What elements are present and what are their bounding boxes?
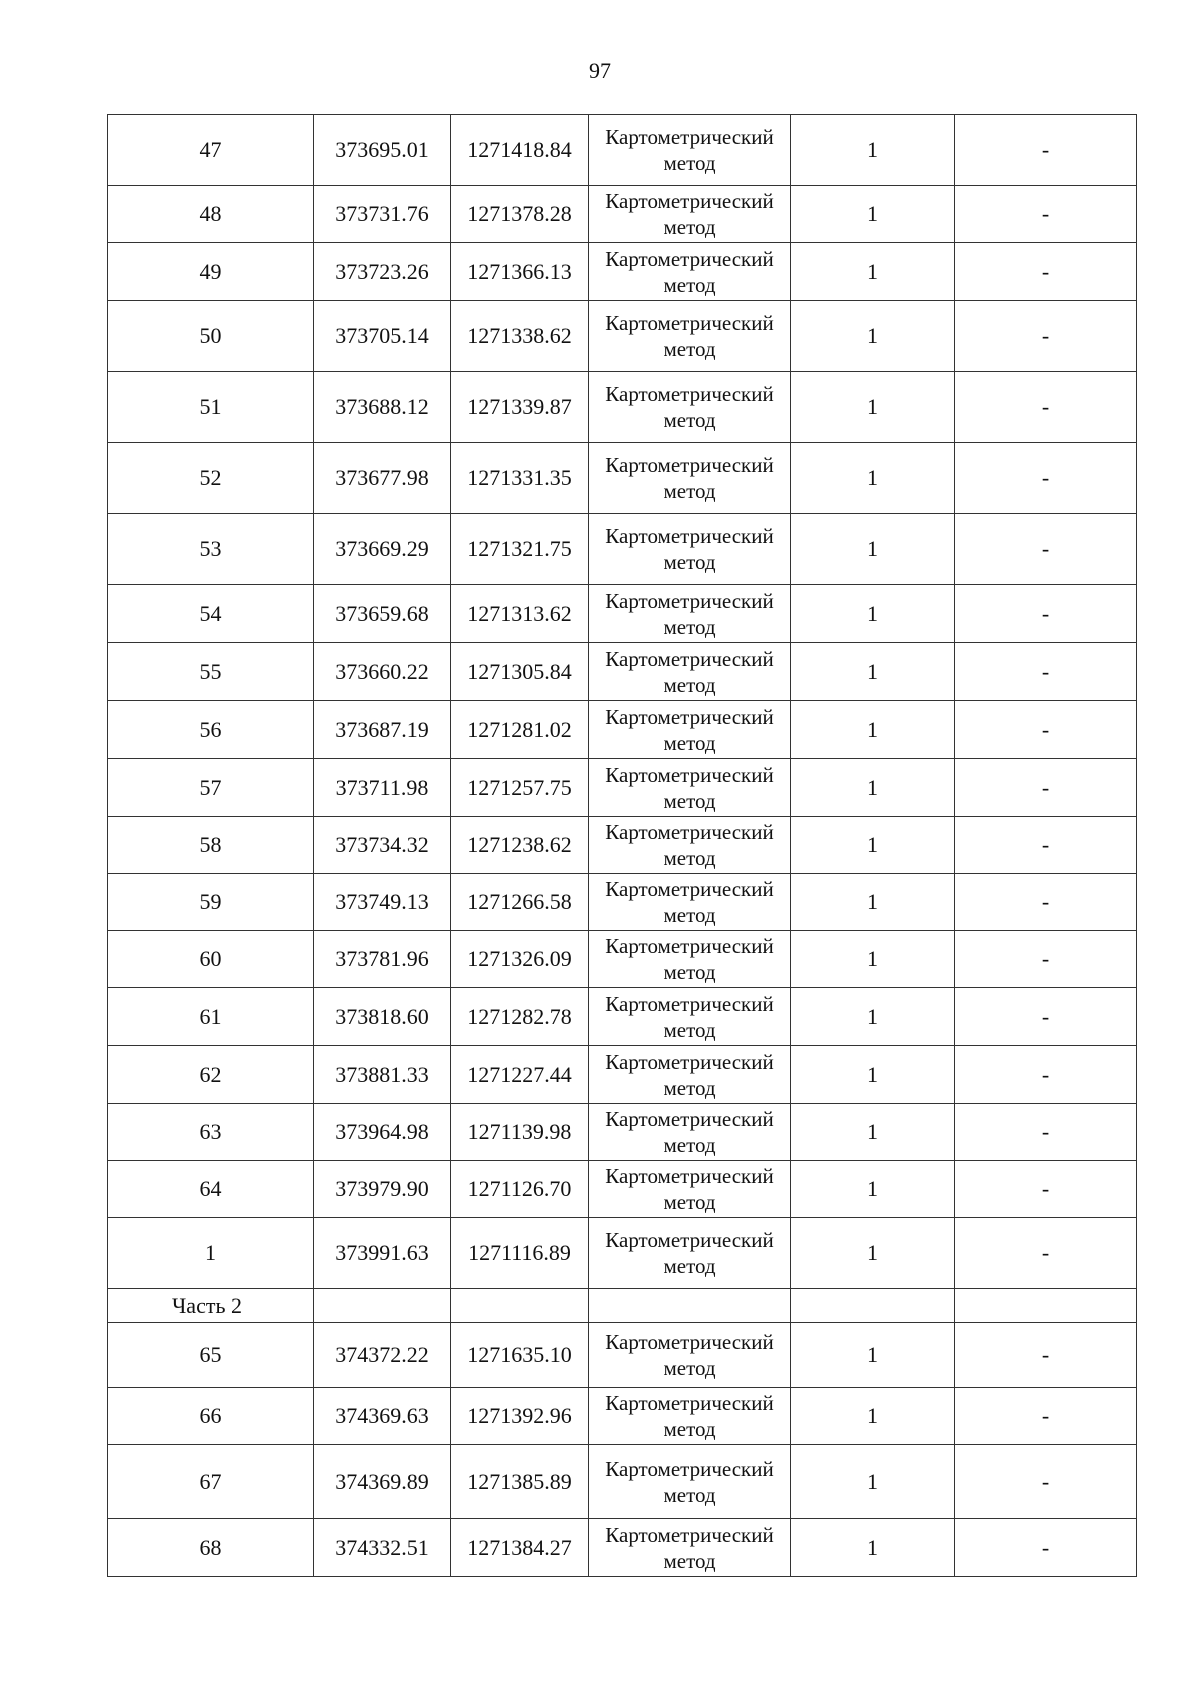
- note-cell: -: [955, 1218, 1137, 1289]
- y-coordinate-cell: 1271339.87: [451, 372, 589, 443]
- y-coordinate-cell: 1271313.62: [451, 585, 589, 643]
- note-cell: -: [955, 988, 1137, 1046]
- point-number-cell: 56: [108, 701, 314, 759]
- accuracy-cell: 1: [791, 585, 955, 643]
- note-cell: -: [955, 1323, 1137, 1388]
- accuracy-cell: 1: [791, 817, 955, 874]
- table-row: [108, 643, 1137, 701]
- x-coordinate-cell: 373818.60: [314, 988, 451, 1046]
- y-coordinate-cell: 1271378.28: [451, 186, 589, 243]
- note-cell: -: [955, 186, 1137, 243]
- x-coordinate-cell: 373979.90: [314, 1161, 451, 1218]
- method-cell: Картометрический метод: [589, 115, 791, 186]
- x-coordinate-cell: 373660.22: [314, 643, 451, 701]
- x-coordinate-cell: 373688.12: [314, 372, 451, 443]
- y-coordinate-cell: 1271418.84: [451, 115, 589, 186]
- note-cell: -: [955, 1519, 1137, 1577]
- method-cell: Картометрический метод: [589, 1388, 791, 1445]
- method-cell: Картометрический метод: [589, 1519, 791, 1577]
- accuracy-cell: 1: [791, 701, 955, 759]
- accuracy-cell: 1: [791, 1323, 955, 1388]
- method-cell: Картометрический метод: [589, 759, 791, 817]
- method-cell: Картометрический метод: [589, 514, 791, 585]
- x-coordinate-cell: 373749.13: [314, 874, 451, 931]
- accuracy-cell: 1: [791, 443, 955, 514]
- table-row: [108, 585, 1137, 643]
- accuracy-cell: 1: [791, 115, 955, 186]
- note-cell: -: [955, 443, 1137, 514]
- point-number-cell: 67: [108, 1445, 314, 1519]
- coordinates-table: [107, 114, 1137, 1577]
- accuracy-cell: 1: [791, 1445, 955, 1519]
- empty-cell: [451, 1289, 589, 1323]
- point-number-cell: 51: [108, 372, 314, 443]
- x-coordinate-cell: 374369.63: [314, 1388, 451, 1445]
- accuracy-cell: 1: [791, 988, 955, 1046]
- point-number-cell: 48: [108, 186, 314, 243]
- accuracy-cell: 1: [791, 243, 955, 301]
- table-row: [108, 931, 1137, 988]
- method-cell: Картометрический метод: [589, 243, 791, 301]
- note-cell: -: [955, 1046, 1137, 1104]
- table-row: [108, 1218, 1137, 1289]
- table-row: [108, 1104, 1137, 1161]
- x-coordinate-cell: 373687.19: [314, 701, 451, 759]
- x-coordinate-cell: 373677.98: [314, 443, 451, 514]
- accuracy-cell: 1: [791, 186, 955, 243]
- x-coordinate-cell: 373781.96: [314, 931, 451, 988]
- point-number-cell: 63: [108, 1104, 314, 1161]
- note-cell: -: [955, 817, 1137, 874]
- y-coordinate-cell: 1271338.62: [451, 301, 589, 372]
- note-cell: -: [955, 301, 1137, 372]
- point-number-cell: 65: [108, 1323, 314, 1388]
- method-cell: Картометрический метод: [589, 1445, 791, 1519]
- y-coordinate-cell: 1271305.84: [451, 643, 589, 701]
- y-coordinate-cell: 1271281.02: [451, 701, 589, 759]
- accuracy-cell: 1: [791, 1161, 955, 1218]
- accuracy-cell: 1: [791, 372, 955, 443]
- note-cell: -: [955, 243, 1137, 301]
- method-cell: Картометрический метод: [589, 874, 791, 931]
- note-cell: -: [955, 1445, 1137, 1519]
- y-coordinate-cell: 1271227.44: [451, 1046, 589, 1104]
- note-cell: -: [955, 585, 1137, 643]
- y-coordinate-cell: 1271116.89: [451, 1218, 589, 1289]
- point-number-cell: 52: [108, 443, 314, 514]
- note-cell: -: [955, 1388, 1137, 1445]
- table-row: [108, 1323, 1137, 1388]
- y-coordinate-cell: 1271331.35: [451, 443, 589, 514]
- table-row: [108, 874, 1137, 931]
- note-cell: -: [955, 643, 1137, 701]
- x-coordinate-cell: 373731.76: [314, 186, 451, 243]
- method-cell: Картометрический метод: [589, 1104, 791, 1161]
- page-number: 97: [589, 58, 611, 83]
- accuracy-cell: 1: [791, 514, 955, 585]
- note-cell: -: [955, 514, 1137, 585]
- note-cell: -: [955, 759, 1137, 817]
- y-coordinate-cell: 1271635.10: [451, 1323, 589, 1388]
- table-row: [108, 514, 1137, 585]
- y-coordinate-cell: 1271266.58: [451, 874, 589, 931]
- point-number-cell: 47: [108, 115, 314, 186]
- x-coordinate-cell: 373711.98: [314, 759, 451, 817]
- x-coordinate-cell: 373659.68: [314, 585, 451, 643]
- method-cell: Картометрический метод: [589, 988, 791, 1046]
- coordinates-table-body: [108, 115, 1137, 1577]
- note-cell: -: [955, 931, 1137, 988]
- point-number-cell: 57: [108, 759, 314, 817]
- point-number-cell: 61: [108, 988, 314, 1046]
- y-coordinate-cell: 1271257.75: [451, 759, 589, 817]
- point-number-cell: 68: [108, 1519, 314, 1577]
- x-coordinate-cell: 373723.26: [314, 243, 451, 301]
- y-coordinate-cell: 1271126.70: [451, 1161, 589, 1218]
- accuracy-cell: 1: [791, 1218, 955, 1289]
- accuracy-cell: 1: [791, 1519, 955, 1577]
- section-label: Часть 2: [108, 1289, 314, 1323]
- x-coordinate-cell: 373734.32: [314, 817, 451, 874]
- method-cell: Картометрический метод: [589, 1323, 791, 1388]
- x-coordinate-cell: 373881.33: [314, 1046, 451, 1104]
- x-coordinate-cell: 373705.14: [314, 301, 451, 372]
- method-cell: Картометрический метод: [589, 443, 791, 514]
- x-coordinate-cell: 373695.01: [314, 115, 451, 186]
- table-row: [108, 186, 1137, 243]
- table-row: [108, 115, 1137, 186]
- point-number-cell: 55: [108, 643, 314, 701]
- y-coordinate-cell: 1271366.13: [451, 243, 589, 301]
- empty-cell: [314, 1289, 451, 1323]
- method-cell: Картометрический метод: [589, 1218, 791, 1289]
- empty-cell: [955, 1289, 1137, 1323]
- y-coordinate-cell: 1271282.78: [451, 988, 589, 1046]
- accuracy-cell: 1: [791, 643, 955, 701]
- table-row: [108, 759, 1137, 817]
- point-number-cell: 50: [108, 301, 314, 372]
- point-number-cell: 66: [108, 1388, 314, 1445]
- accuracy-cell: 1: [791, 931, 955, 988]
- y-coordinate-cell: 1271238.62: [451, 817, 589, 874]
- y-coordinate-cell: 1271392.96: [451, 1388, 589, 1445]
- method-cell: Картометрический метод: [589, 701, 791, 759]
- x-coordinate-cell: 374369.89: [314, 1445, 451, 1519]
- table-row: [108, 1519, 1137, 1577]
- x-coordinate-cell: 373669.29: [314, 514, 451, 585]
- table-row: [108, 1161, 1137, 1218]
- accuracy-cell: 1: [791, 1104, 955, 1161]
- table-row: [108, 443, 1137, 514]
- accuracy-cell: 1: [791, 759, 955, 817]
- method-cell: Картометрический метод: [589, 1161, 791, 1218]
- note-cell: -: [955, 115, 1137, 186]
- point-number-cell: 49: [108, 243, 314, 301]
- x-coordinate-cell: 374332.51: [314, 1519, 451, 1577]
- table-row: [108, 1046, 1137, 1104]
- accuracy-cell: 1: [791, 1046, 955, 1104]
- table-row: [108, 1388, 1137, 1445]
- point-number-cell: 60: [108, 931, 314, 988]
- method-cell: Картометрический метод: [589, 931, 791, 988]
- accuracy-cell: 1: [791, 874, 955, 931]
- empty-cell: [791, 1289, 955, 1323]
- table-row: [108, 372, 1137, 443]
- y-coordinate-cell: 1271321.75: [451, 514, 589, 585]
- empty-cell: [589, 1289, 791, 1323]
- table-row: [108, 701, 1137, 759]
- method-cell: Картометрический метод: [589, 1046, 791, 1104]
- y-coordinate-cell: 1271326.09: [451, 931, 589, 988]
- method-cell: Картометрический метод: [589, 301, 791, 372]
- method-cell: Картометрический метод: [589, 585, 791, 643]
- accuracy-cell: 1: [791, 1388, 955, 1445]
- note-cell: -: [955, 372, 1137, 443]
- x-coordinate-cell: 373991.63: [314, 1218, 451, 1289]
- point-number-cell: 1: [108, 1218, 314, 1289]
- point-number-cell: 64: [108, 1161, 314, 1218]
- table-row: [108, 301, 1137, 372]
- point-number-cell: 54: [108, 585, 314, 643]
- table-row: [108, 988, 1137, 1046]
- table-row: [108, 817, 1137, 874]
- method-cell: Картометрический метод: [589, 817, 791, 874]
- point-number-cell: 53: [108, 514, 314, 585]
- point-number-cell: 59: [108, 874, 314, 931]
- table-row: [108, 243, 1137, 301]
- note-cell: -: [955, 874, 1137, 931]
- note-cell: -: [955, 1161, 1137, 1218]
- section-row: [108, 1289, 1137, 1323]
- y-coordinate-cell: 1271385.89: [451, 1445, 589, 1519]
- accuracy-cell: 1: [791, 301, 955, 372]
- point-number-cell: 62: [108, 1046, 314, 1104]
- method-cell: Картометрический метод: [589, 372, 791, 443]
- x-coordinate-cell: 373964.98: [314, 1104, 451, 1161]
- point-number-cell: 58: [108, 817, 314, 874]
- y-coordinate-cell: 1271384.27: [451, 1519, 589, 1577]
- method-cell: Картометрический метод: [589, 186, 791, 243]
- x-coordinate-cell: 374372.22: [314, 1323, 451, 1388]
- y-coordinate-cell: 1271139.98: [451, 1104, 589, 1161]
- table-row: [108, 1445, 1137, 1519]
- note-cell: -: [955, 701, 1137, 759]
- note-cell: -: [955, 1104, 1137, 1161]
- method-cell: Картометрический метод: [589, 643, 791, 701]
